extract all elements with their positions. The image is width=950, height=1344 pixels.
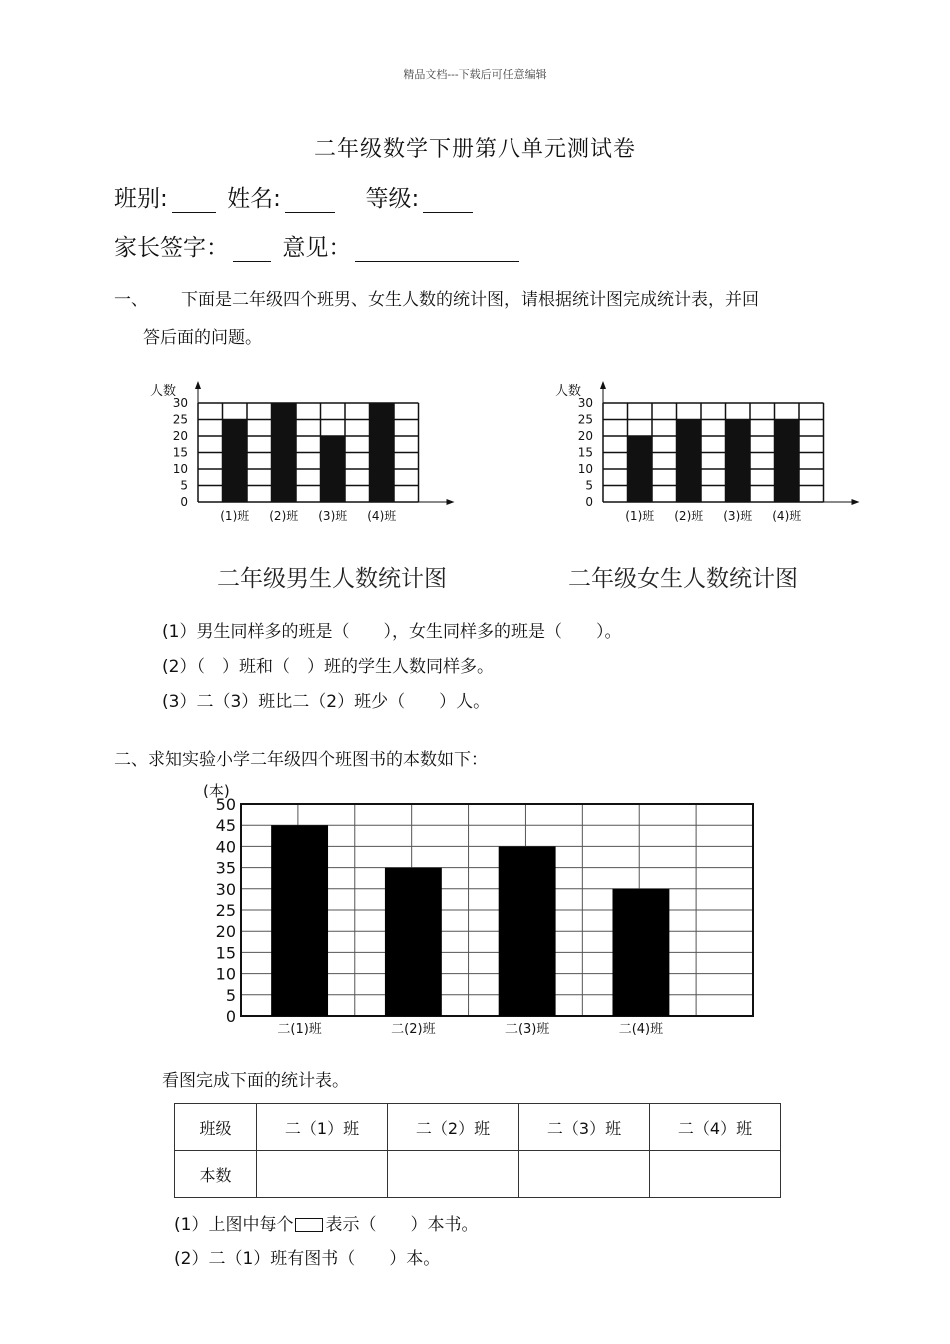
y-tick-label: 20 [172, 429, 188, 443]
name-label: 姓名: [227, 186, 281, 212]
bar [499, 846, 556, 1016]
x-tick-label: (3)班 [318, 509, 348, 523]
y-tick-label: 40 [215, 837, 236, 857]
answer-cell[interactable] [519, 1151, 650, 1198]
question-1-1: (1）男生同样多的班是（ ），女生同样多的班是（ ）。 [162, 622, 622, 642]
boys-chart-title: 二年级男生人数统计图 [217, 566, 447, 592]
y-axis-label: (本) [203, 782, 230, 800]
books-stat-table [174, 1103, 781, 1198]
class-label: 班别: [114, 186, 168, 212]
table-header-cell: 班级 [175, 1104, 257, 1151]
opinion-blank[interactable] [355, 239, 519, 262]
table-header-cell: 二（3）班 [519, 1104, 650, 1151]
x-tick-label: (1)班 [220, 509, 250, 523]
girls-chart [545, 378, 875, 538]
boys-chart [140, 378, 470, 538]
y-tick-label: 30 [172, 396, 188, 410]
student-info-line [114, 180, 477, 213]
y-tick-label: 5 [585, 478, 593, 493]
page-title: 二年级数学下册第八单元测试卷 [313, 137, 636, 162]
answer-cell[interactable] [257, 1151, 388, 1198]
question-1-2: (2）（ ）班和（ ）班的学生人数同样多。 [162, 657, 494, 677]
grade-label: 等级: [365, 186, 420, 212]
table-header-cell: 二（4）班 [650, 1104, 781, 1151]
answer-cell[interactable] [388, 1151, 519, 1198]
y-tick-label: 30 [577, 396, 593, 410]
x-tick-label: 二(3)班 [504, 1022, 550, 1037]
bar [370, 403, 395, 502]
question-2-2: (2）二（1）班有图书（ ）本。 [174, 1249, 441, 1269]
y-tick-label: 0 [225, 1007, 236, 1026]
y-tick-label: 0 [180, 495, 188, 509]
table-row-label: 本数 [175, 1151, 257, 1198]
bar [272, 403, 297, 502]
bar [628, 436, 653, 502]
girls-chart-title: 二年级女生人数统计图 [568, 566, 798, 592]
question-2-1-part2: 表示（ ）本书。 [325, 1215, 479, 1235]
y-tick-label: 50 [215, 795, 236, 814]
bar [321, 436, 346, 502]
y-tick-label: 15 [172, 445, 188, 460]
section1-instruction-line1: 下面是二年级四个班男、女生人数的统计图，请根据统计图完成统计表，并回 [181, 290, 759, 310]
table-header-row [175, 1104, 781, 1151]
answer-cell[interactable] [650, 1151, 781, 1198]
x-tick-label: 二(1)班 [277, 1022, 322, 1037]
y-tick-label: 20 [215, 922, 236, 942]
parent-signature-label: 家长签字： [114, 235, 229, 261]
bar [385, 868, 442, 1016]
bar [726, 420, 751, 503]
y-tick-label: 25 [215, 901, 236, 920]
name-blank[interactable] [285, 190, 335, 213]
y-tick-label: 35 [215, 858, 236, 878]
x-axis-arrow-icon [852, 499, 860, 505]
grid-square-icon [295, 1218, 323, 1232]
x-tick-label: (4)班 [772, 509, 802, 523]
bar [271, 825, 328, 1016]
y-tick-label: 15 [577, 445, 593, 460]
x-tick-label: 二(4)班 [618, 1022, 664, 1037]
opinion-label: 意见： [282, 235, 352, 261]
x-tick-label: (3)班 [723, 509, 753, 523]
section2-instruction: 看图完成下面的统计表。 [162, 1071, 349, 1091]
section1-instruction-line2: 答后面的问题。 [143, 328, 262, 348]
x-axis-arrow-icon [447, 499, 455, 505]
bar [223, 420, 248, 503]
y-tick-label: 0 [585, 495, 593, 509]
y-tick-label: 10 [215, 964, 236, 984]
y-tick-label: 45 [215, 816, 236, 836]
x-tick-label: 二(2)班 [391, 1022, 436, 1037]
section2-title: 二、求知实验小学二年级四个班图书的本数如下： [114, 750, 488, 770]
y-tick-label: 25 [577, 412, 593, 427]
question-2-1-part1: (1）上图中每个 [174, 1215, 294, 1235]
header-note: 精品文档---下载后可任意编辑 [403, 68, 547, 81]
y-tick-label: 15 [215, 943, 236, 963]
x-tick-label: (1)班 [625, 509, 655, 523]
table-header-cell: 二（1）班 [257, 1104, 388, 1151]
question-1-3: (3）二（3）班比二（2）班少（ ）人。 [162, 692, 491, 712]
y-axis-label: 人数 [150, 384, 177, 399]
bar [612, 889, 669, 1016]
parent-info-line [114, 229, 523, 262]
x-tick-label: (4)班 [367, 509, 397, 523]
books-chart [195, 778, 765, 1043]
parent-signature-blank[interactable] [233, 239, 271, 262]
table-header-cell: 二（2）班 [388, 1104, 519, 1151]
x-tick-label: (2)班 [269, 509, 299, 523]
x-tick-label: (2)班 [674, 509, 704, 523]
y-tick-label: 5 [180, 478, 188, 493]
y-tick-label: 5 [225, 985, 236, 1005]
y-tick-label: 30 [215, 879, 236, 899]
grade-blank[interactable] [423, 190, 473, 213]
y-axis-label: 人数 [555, 384, 582, 399]
class-blank[interactable] [172, 190, 216, 213]
y-tick-label: 20 [577, 429, 593, 443]
y-tick-label: 10 [577, 462, 593, 476]
bar [677, 420, 702, 503]
y-tick-label: 10 [172, 462, 188, 476]
y-axis-arrow-icon [600, 381, 606, 389]
bar [775, 420, 800, 503]
question-2-1 [174, 1210, 478, 1235]
y-axis-arrow-icon [195, 381, 201, 389]
table-row [175, 1151, 781, 1198]
section1-number: 一、 [114, 290, 148, 310]
y-tick-label: 25 [172, 412, 188, 427]
